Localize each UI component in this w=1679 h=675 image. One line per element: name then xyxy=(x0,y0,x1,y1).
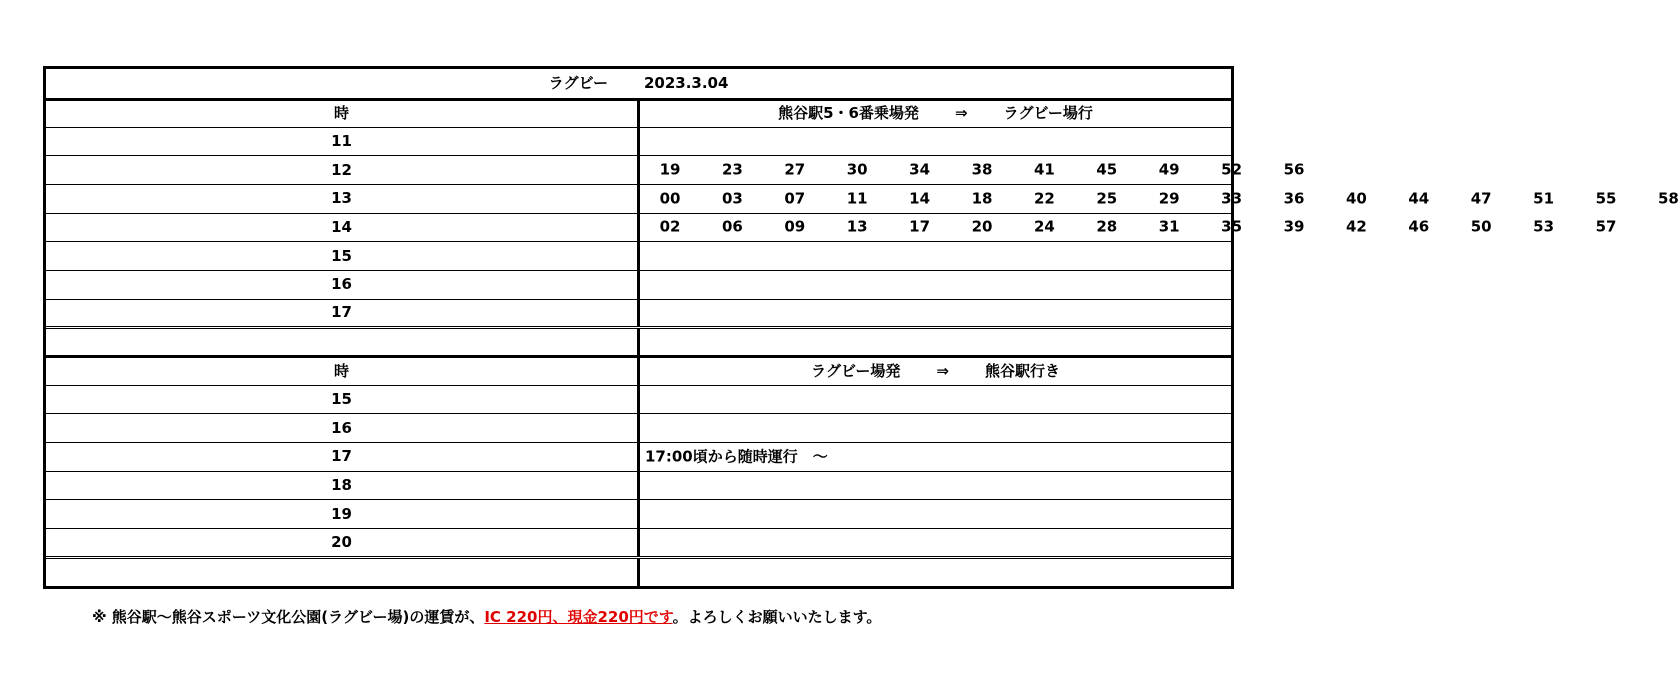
departure-minute: 53 xyxy=(1533,217,1555,236)
departure-minute: 03 xyxy=(721,189,743,208)
departure-minute: 09 xyxy=(784,217,806,236)
hour-cell: 20 xyxy=(46,529,639,558)
hour-cell: 11 xyxy=(46,127,639,156)
minutes-cell xyxy=(639,242,1232,271)
inbound-row xyxy=(46,500,1231,529)
header-title: ラグビー xyxy=(548,73,608,92)
body-cell xyxy=(639,385,1232,414)
service-note: 17:00頃から随時運行 ～ xyxy=(645,447,828,466)
outbound-arrow: ⇒ xyxy=(954,104,968,122)
departure-minute: 55 xyxy=(1595,189,1617,208)
departure-minute: 28 xyxy=(1096,217,1118,236)
minutes-list xyxy=(640,156,1305,184)
departure-minute: 06 xyxy=(721,217,743,236)
inbound-row xyxy=(46,414,1231,443)
departure-minute: 22 xyxy=(1033,189,1055,208)
hour-cell: 19 xyxy=(46,500,639,529)
minutes-list xyxy=(640,300,1231,327)
departure-minute: 56 xyxy=(1283,160,1305,179)
departure-minute: 45 xyxy=(1096,160,1118,179)
hour-cell: 13 xyxy=(46,184,639,213)
inbound-hour-label: 時 xyxy=(46,357,639,386)
footnote-prefix: ※ 熊谷駅～熊谷スポーツ文化公園(ラグビー場)の運賃が、 xyxy=(92,608,485,626)
fare-footnote xyxy=(92,606,881,627)
inbound-row xyxy=(46,443,1231,472)
minutes-list xyxy=(640,214,1617,242)
outbound-to: ラグビー場行 xyxy=(1003,104,1093,122)
departure-minute: 34 xyxy=(909,160,931,179)
header-date: 2023.3.04 xyxy=(643,73,729,92)
footnote-suffix: 。よろしくお願いいたします。 xyxy=(672,608,882,626)
inbound-row xyxy=(46,471,1231,500)
departure-minute: 30 xyxy=(846,160,868,179)
minutes-cell xyxy=(639,184,1679,213)
outbound-row xyxy=(46,270,1231,299)
departure-minute: 19 xyxy=(659,160,681,179)
departure-minute: 14 xyxy=(909,189,931,208)
minutes-list xyxy=(640,128,1231,156)
outbound-row xyxy=(46,156,1231,185)
departure-minute: 11 xyxy=(846,189,868,208)
departure-minute: 57 xyxy=(1595,217,1617,236)
departure-minute: 52 xyxy=(1221,160,1243,179)
footer-spacer-row xyxy=(46,557,1231,586)
departure-minute: 25 xyxy=(1096,189,1118,208)
departure-minute: 44 xyxy=(1408,189,1430,208)
departure-minute: 39 xyxy=(1283,217,1305,236)
hour-cell: 18 xyxy=(46,471,639,500)
outbound-route-title xyxy=(639,99,1232,127)
departure-minute: 40 xyxy=(1345,189,1367,208)
departure-minute: 20 xyxy=(971,217,993,236)
outbound-row xyxy=(46,127,1231,156)
minutes-cell xyxy=(639,213,1617,242)
departure-minute: 29 xyxy=(1158,189,1180,208)
hour-cell: 17 xyxy=(46,299,639,328)
body-cell xyxy=(639,500,1232,529)
inbound-row xyxy=(46,385,1231,414)
minutes-list xyxy=(640,185,1679,213)
body-cell xyxy=(639,414,1232,443)
outbound-row xyxy=(46,213,1231,242)
minutes-cell xyxy=(639,127,1232,156)
hour-cell: 16 xyxy=(46,270,639,299)
body-cell xyxy=(639,557,1232,586)
departure-minute: 58 xyxy=(1657,189,1679,208)
departure-minute: 23 xyxy=(721,160,743,179)
departure-minute: 13 xyxy=(846,217,868,236)
minutes-list xyxy=(640,242,1231,270)
footnote-fare-highlight: IC 220円、現金220円です xyxy=(484,608,673,626)
departure-minute: 36 xyxy=(1283,189,1305,208)
body-cell xyxy=(639,328,1232,357)
hour-cell: 12 xyxy=(46,156,639,185)
body-cell xyxy=(639,443,1232,472)
inbound-title-row xyxy=(46,357,1231,386)
inbound-row xyxy=(46,529,1231,558)
minutes-cell xyxy=(639,270,1232,299)
departure-minute: 18 xyxy=(971,189,993,208)
hour-cell: 17 xyxy=(46,443,639,472)
inbound-route-title xyxy=(639,357,1232,386)
minutes-cell xyxy=(639,156,1305,185)
departure-minute: 00 xyxy=(659,189,681,208)
header-title-cell xyxy=(46,69,1231,99)
departure-minute: 02 xyxy=(659,217,681,236)
inbound-to: 熊谷駅行き xyxy=(984,361,1060,380)
outbound-row xyxy=(46,184,1231,213)
departure-minute: 35 xyxy=(1221,217,1243,236)
hour-cell: 16 xyxy=(46,414,639,443)
departure-minute: 42 xyxy=(1345,217,1367,236)
body-cell xyxy=(639,471,1232,500)
inbound-arrow: ⇒ xyxy=(936,361,949,380)
departure-minute: 38 xyxy=(971,160,993,179)
departure-minute: 33 xyxy=(1221,189,1243,208)
outbound-row xyxy=(46,299,1231,328)
outbound-title-row xyxy=(46,99,1231,127)
timetable-sheet xyxy=(43,66,1679,589)
body-cell xyxy=(639,529,1232,558)
minutes-list xyxy=(640,271,1231,299)
departure-minute: 27 xyxy=(784,160,806,179)
departure-minute: 17 xyxy=(909,217,931,236)
hour-cell xyxy=(46,557,639,586)
hour-cell xyxy=(46,328,639,357)
departure-minute: 31 xyxy=(1158,217,1180,236)
outbound-row xyxy=(46,242,1231,271)
section-spacer-row xyxy=(46,328,1231,357)
minutes-cell xyxy=(639,299,1232,328)
departure-minute: 50 xyxy=(1470,217,1492,236)
departure-minute: 24 xyxy=(1033,217,1055,236)
outbound-hour-label: 時 xyxy=(46,99,639,127)
departure-minute: 07 xyxy=(784,189,806,208)
header-row xyxy=(46,69,1231,99)
outbound-from: 熊谷駅5・6番乗場発 xyxy=(778,104,919,122)
hour-cell: 15 xyxy=(46,242,639,271)
timetable-grid xyxy=(46,69,1679,586)
departure-minute: 47 xyxy=(1470,189,1492,208)
inbound-from: ラグビー場発 xyxy=(811,361,901,380)
departure-minute: 51 xyxy=(1533,189,1555,208)
departure-minute: 41 xyxy=(1033,160,1055,179)
hour-cell: 15 xyxy=(46,385,639,414)
hour-cell: 14 xyxy=(46,213,639,242)
departure-minute: 49 xyxy=(1158,160,1180,179)
departure-minute: 46 xyxy=(1408,217,1430,236)
